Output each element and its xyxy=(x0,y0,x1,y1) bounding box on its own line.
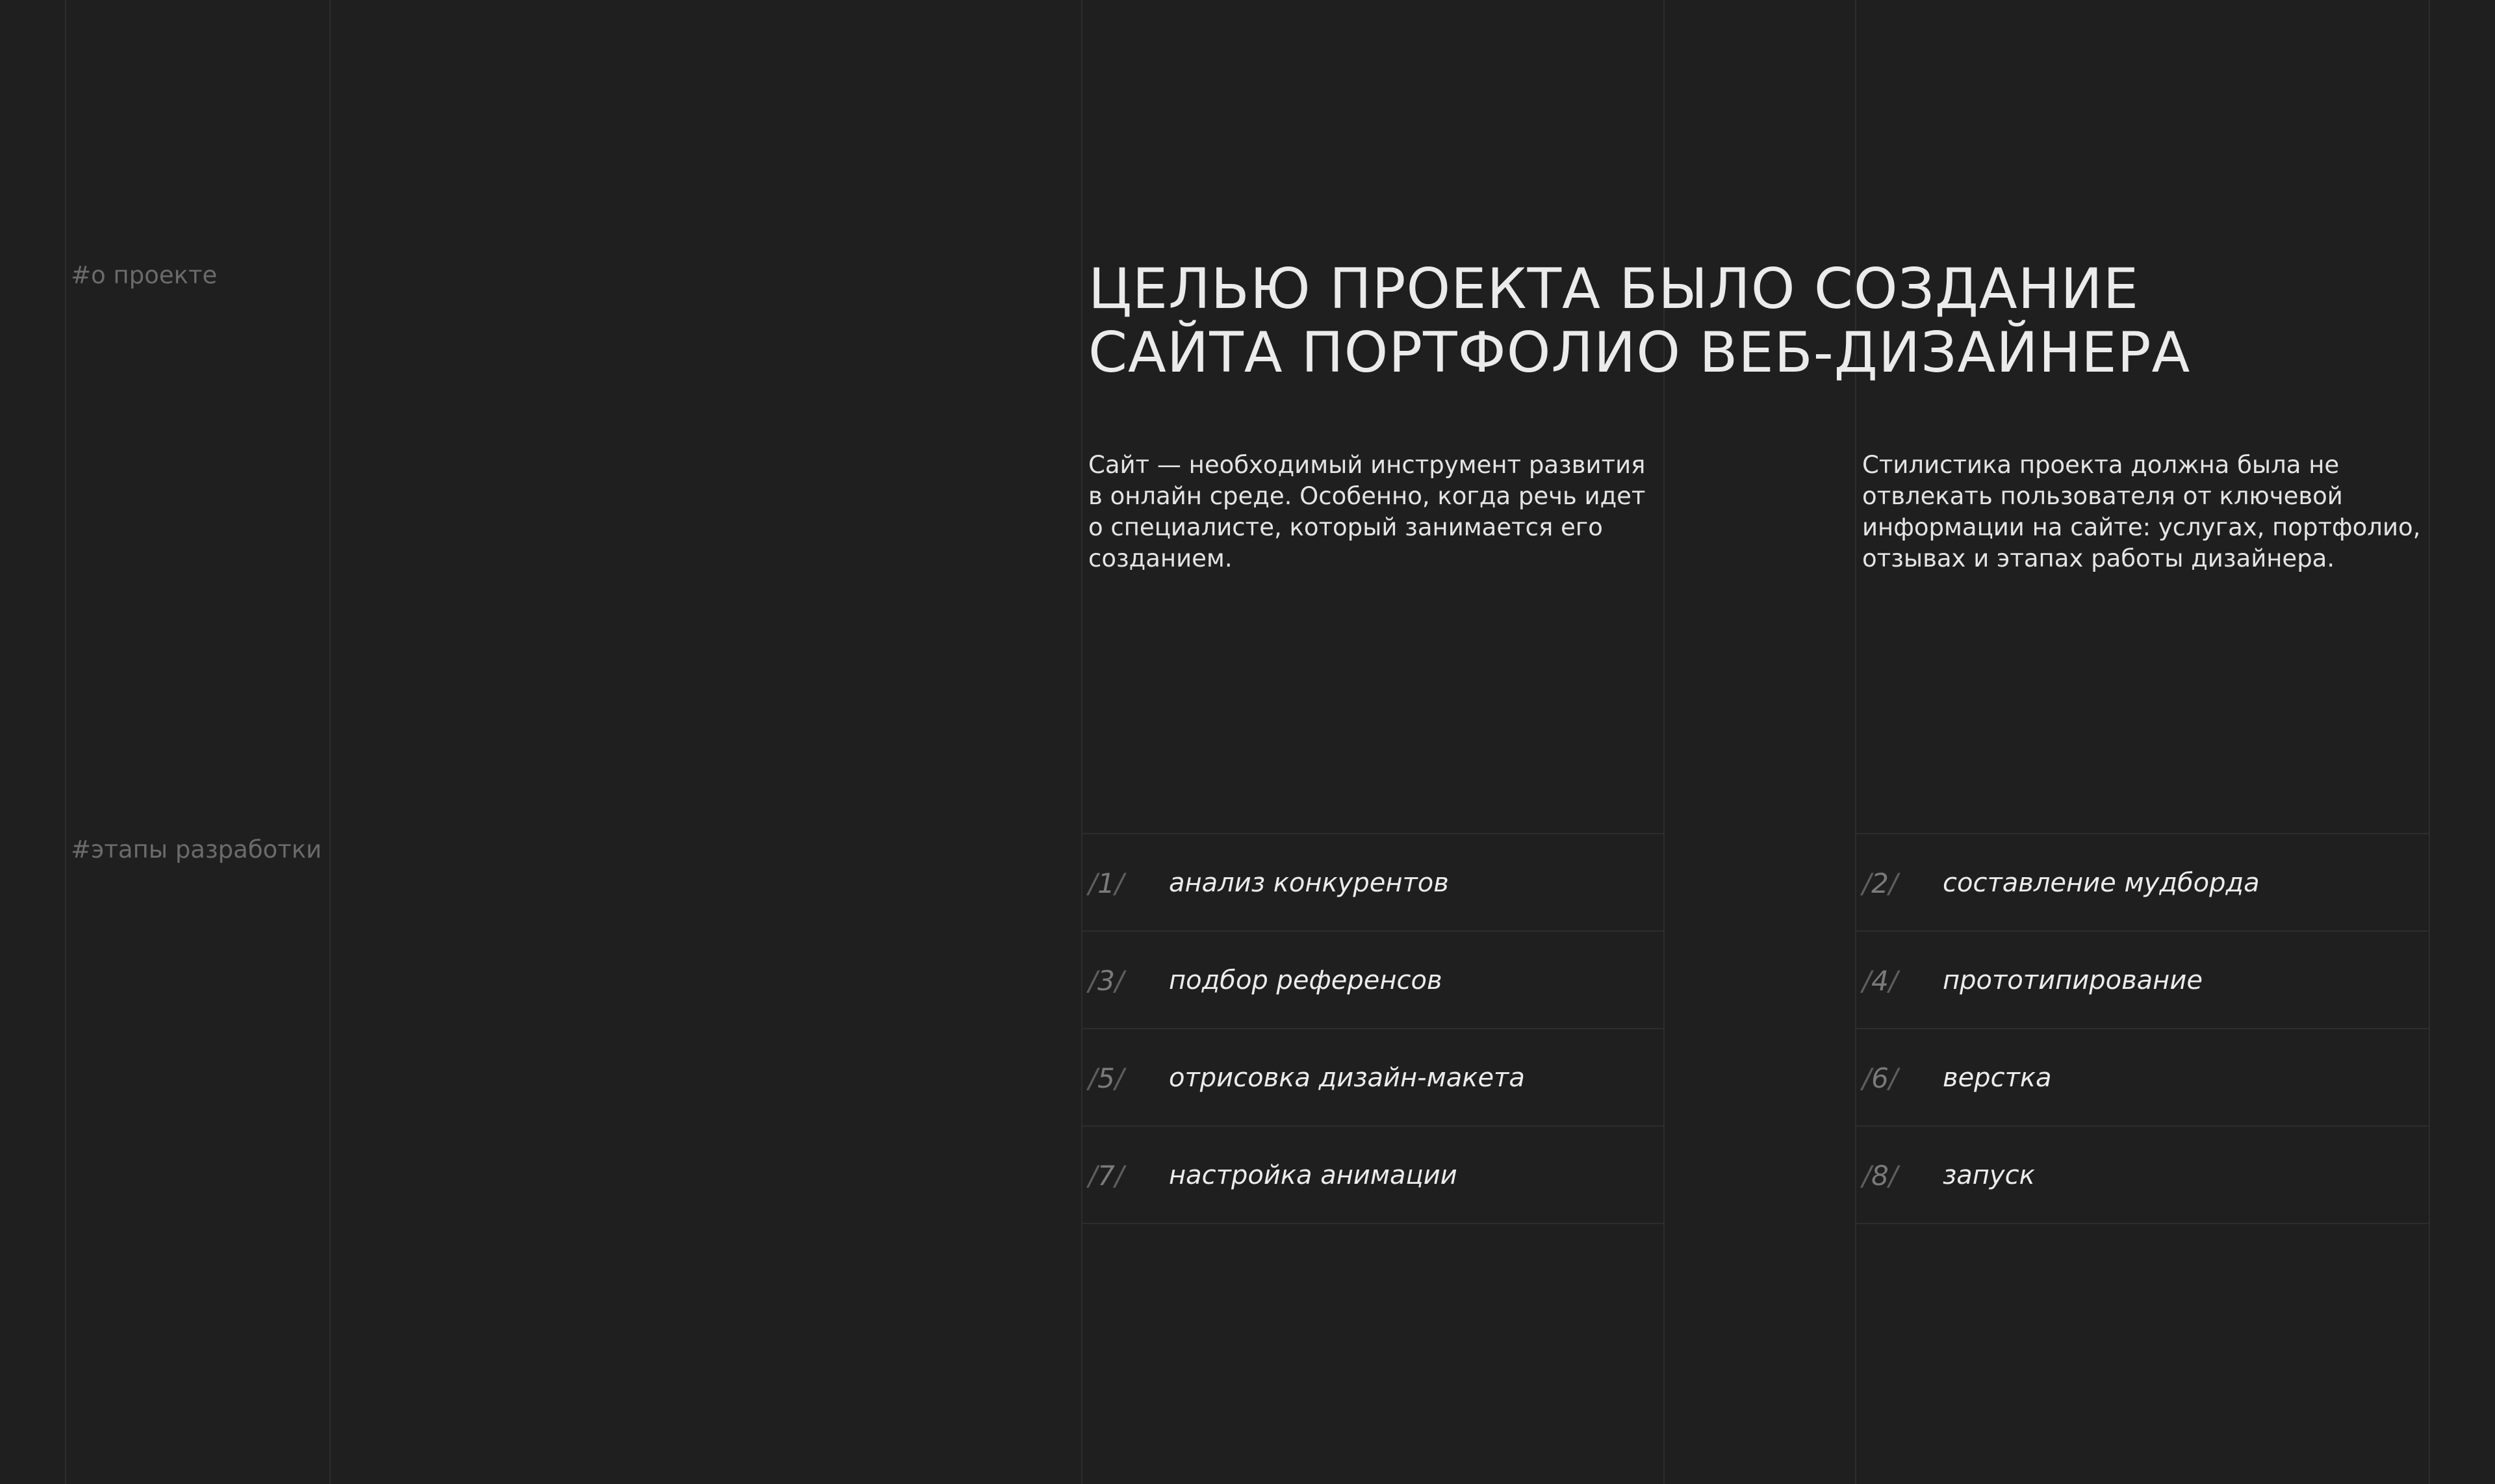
stage-number: /2/ xyxy=(1862,867,1899,899)
section-label-about: #о проекте xyxy=(71,261,218,289)
section-label-stages: #этапы разработки xyxy=(71,836,322,864)
page-title xyxy=(1088,257,2190,385)
stage-label: настройка анимации xyxy=(1169,1160,1457,1190)
stage-item xyxy=(1088,1029,1660,1127)
stage-label: анализ конкурентов xyxy=(1169,868,1449,898)
grid-line xyxy=(2429,0,2430,1484)
about-paragraph-right: Стилистика проекта должна была не отвлекать пользователя от ключевой информации на сайте: услугах, портфолио, отзывах и этапах работы дизайнера. xyxy=(1862,451,2421,572)
stage-item xyxy=(1088,932,1660,1029)
stage-label: подбор референсов xyxy=(1169,966,1442,995)
stage-number: /7/ xyxy=(1088,1159,1125,1192)
stage-number: /3/ xyxy=(1088,964,1125,997)
about-paragraph-left: Сайт — необходимый инструмент развития в онлайн среде. Особенно, когда речь идет о специалисте, который занимается его созданием. xyxy=(1088,451,1646,572)
grid-line xyxy=(65,0,66,1484)
stage-number: /5/ xyxy=(1088,1062,1125,1094)
stage-item xyxy=(1088,1127,1660,1224)
grid-line xyxy=(1663,0,1665,1484)
stage-label: прототипирование xyxy=(1943,966,2203,995)
stage-label: составление мудборда xyxy=(1943,868,2260,898)
headline-line-1: ЦЕЛЬЮ ПРОЕКТА БЫЛО СОЗДАНИЕ xyxy=(1088,257,2140,322)
grid-line xyxy=(1855,0,1856,1484)
stage-item xyxy=(1862,1029,2427,1127)
stage-number: /8/ xyxy=(1862,1159,1899,1192)
stage-number: /4/ xyxy=(1862,964,1899,997)
grid-line xyxy=(329,0,331,1484)
grid-line xyxy=(1081,0,1082,1484)
stage-item xyxy=(1862,932,2427,1029)
stage-item xyxy=(1088,834,1660,932)
stage-number: /1/ xyxy=(1088,867,1125,899)
stage-label: запуск xyxy=(1943,1160,2035,1190)
stage-item xyxy=(1862,834,2427,932)
stage-label: верстка xyxy=(1943,1063,2052,1093)
headline-line-2: САЙТА ПОРТФОЛИО ВЕБ-ДИЗАЙНЕРА xyxy=(1088,320,2191,385)
stage-item xyxy=(1862,1127,2427,1224)
stage-label: отрисовка дизайн-макета xyxy=(1169,1063,1525,1093)
stage-number: /6/ xyxy=(1862,1062,1899,1094)
